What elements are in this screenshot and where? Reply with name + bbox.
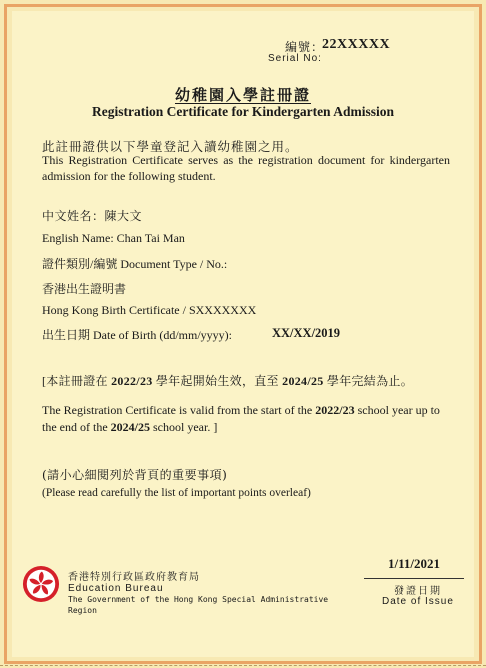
issuer-name-cn: 香港特別行政區政府教育局 [68,572,200,583]
validity-cn-end: 2024/25 [282,374,324,388]
chinese-name: 中文姓名：陳大文 [42,209,143,223]
issue-date-label-en: Date of Issue [382,596,454,607]
validity-en-suffix: school year. ] [150,420,218,434]
english-name: English Name: Chan Tai Man [42,231,185,245]
date-of-birth-value: XX/XX/2019 [272,326,341,340]
issue-date-label-cn: 發證日期 [394,586,442,597]
title-en: Registration Certificate for Kindergarten Admission [92,104,394,119]
validity-en-prefix: The Registration Certificate is valid from the start of the [42,403,316,417]
validity-cn-prefix: [本註冊證在 [42,374,112,388]
validity-cn [42,372,413,389]
validity-en-end: 2024/25 [110,420,150,434]
dashed-divider [0,665,486,666]
hksar-emblem-icon [22,565,60,603]
intro-en: This Registration Certificate serves as the registration document for kindergarten admission for the following student. [42,153,450,183]
serial-number: 22XXXXX [322,37,391,52]
validity-cn-middle: 學年起開始生效，直至 [152,374,283,388]
issue-date: 1/11/2021 [388,556,441,571]
document-type-label: 證件類別/編號 Document Type / No.: [42,257,228,271]
intro-cn: 此註冊證供以下學童登記入讀幼稚園之用。 [42,139,299,154]
issue-date-rule [364,578,464,579]
validity-en [42,402,452,436]
validity-en-start: 2022/23 [315,403,355,417]
title-cn-text: 幼稚園入學註冊證 [174,86,311,104]
issuer-name-en: Education Bureau [68,583,164,594]
issuer-government: The Government of the Hong Kong Special Administrative [68,595,329,604]
validity-cn-suffix: 學年完結為止。 [323,374,413,388]
document-name-cn: 香港出生證明書 [42,282,127,296]
notice-en: (Please read carefully the list of important points overleaf) [42,487,311,499]
document-value: Hong Kong Birth Certificate / SXXXXXXX [42,303,257,317]
serial-label-en: Serial No: [268,53,322,64]
validity-cn-start: 2022/23 [111,374,153,388]
serial-label-cn: 編號： [285,40,325,54]
notice-cn: (請小心細閱列於背頁的重要事項) [42,468,228,482]
issuer-region: Region [68,606,97,615]
date-of-birth-label: 出生日期 Date of Birth (dd/mm/yyyy): [42,328,232,342]
title-cn [0,84,486,105]
validity-en-middle: school year up to the end of the [42,403,440,434]
